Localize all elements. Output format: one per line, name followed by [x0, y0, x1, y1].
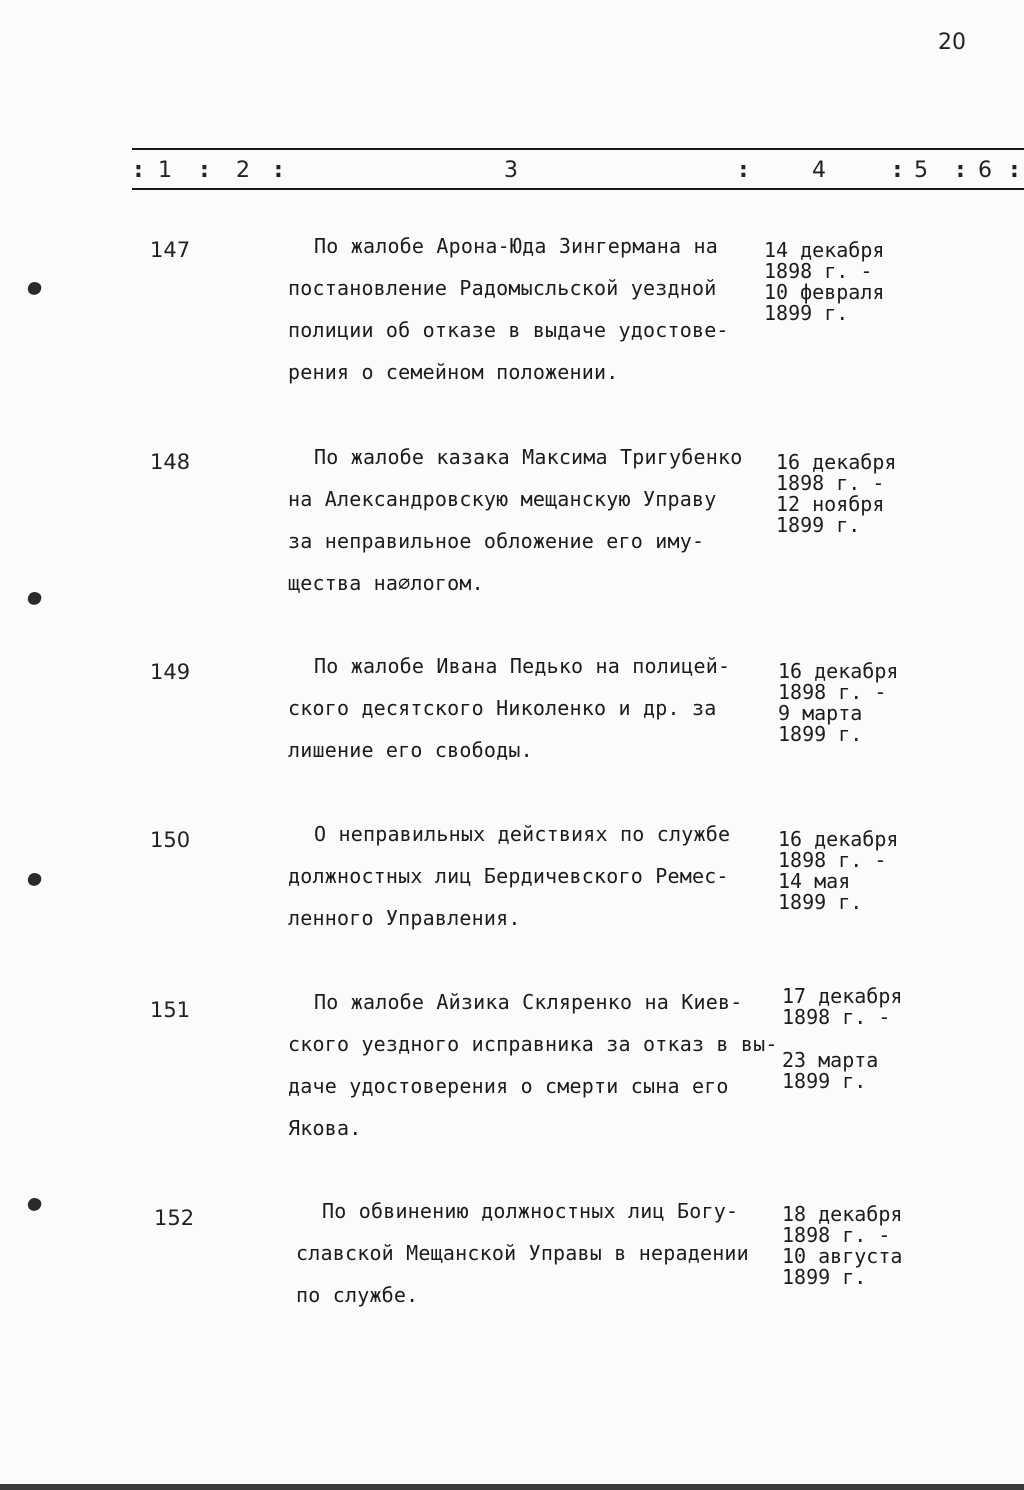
date-line: 17 декабря	[782, 984, 903, 1008]
column-separator: :	[134, 158, 143, 183]
date-line: 23 марта	[782, 1048, 879, 1072]
binding-hole-mark	[26, 590, 43, 607]
entry-title-line: славской Мещанской Управы в нерадении	[296, 1241, 749, 1265]
entry-title-line: на Александровскую мещанскую Управу	[288, 487, 717, 511]
entry-dates	[764, 240, 964, 324]
binding-hole-mark	[26, 871, 43, 888]
entry-title-line: полиции об отказе в выдаче удостове-	[288, 318, 729, 342]
entry-title-line: По обвинению должностных лиц Богу-	[322, 1199, 739, 1223]
column-header-5: 5	[914, 158, 928, 183]
column-separator: :	[1010, 158, 1019, 183]
entry-title	[288, 225, 774, 393]
date-line: 12 ноября	[776, 492, 885, 516]
entry-title-line: за неправильное обложение его иму-	[288, 529, 705, 553]
entry-title-line: щества на∅логом.	[288, 571, 484, 595]
entry-dates	[782, 1204, 982, 1288]
header-rule-bottom	[132, 188, 1024, 190]
entry-number: 148	[150, 450, 191, 474]
column-header-3: 3	[504, 158, 518, 183]
entry-title-line: О неправильных действиях по службе	[314, 822, 731, 846]
entry-title-line: должностных лиц Бердичевского Ремес-	[288, 864, 729, 888]
date-line: 14 мая	[778, 869, 851, 893]
entry-title-line: По жалобе казака Максима Тригубенко	[314, 445, 743, 469]
header-rule-top	[132, 148, 1024, 150]
entry-title	[288, 813, 774, 939]
date-line: 1899 г.	[778, 890, 863, 914]
entry-title-line: По жалобе Ивана Педько на полицей-	[314, 654, 731, 678]
date-line: 1899 г.	[782, 1265, 867, 1289]
date-line: 1898 г. -	[778, 680, 887, 704]
column-header-6: 6	[978, 158, 992, 183]
entry-title-line: ленного Управления.	[288, 906, 521, 930]
column-separator: :	[200, 158, 209, 183]
column-separator: :	[274, 158, 283, 183]
date-line: 10 августа	[782, 1244, 903, 1268]
entry-title	[296, 1190, 786, 1316]
entry-dates	[778, 829, 978, 913]
entry-dates	[776, 452, 976, 536]
entry-title-line: даче удостоверения о смерти сына его	[288, 1074, 729, 1098]
column-header-1: 1	[158, 158, 172, 183]
date-line: 16 декабря	[778, 659, 899, 683]
entry-title-line: ского уездного исправника за отказ в вы-	[288, 1032, 778, 1056]
entry-dates	[782, 986, 982, 1092]
column-header-4: 4	[812, 158, 826, 183]
column-separator: :	[739, 158, 748, 183]
date-line: 16 декабря	[776, 450, 897, 474]
page-number: 20	[938, 30, 966, 55]
entry-title-line: постановление Радомысльской уездной	[288, 276, 717, 300]
entry-number: 147	[150, 238, 191, 262]
date-line: 1898 г. -	[764, 259, 873, 283]
date-line: 1898 г. -	[782, 1005, 891, 1029]
column-separator: :	[893, 158, 902, 183]
entry-number: 151	[150, 998, 191, 1022]
entry-title	[288, 436, 774, 604]
date-line: 1898 г. -	[776, 471, 885, 495]
entry-title	[288, 645, 774, 771]
entry-title	[288, 981, 788, 1149]
binding-hole-mark	[26, 280, 43, 297]
column-separator: :	[956, 158, 965, 183]
date-line: 1899 г.	[782, 1069, 867, 1093]
entry-number: 149	[150, 660, 191, 684]
scan-bottom-edge	[0, 1484, 1024, 1490]
column-header-2: 2	[236, 158, 250, 183]
entry-title-line: По жалобе Арона-Юда Зингермана на	[314, 234, 718, 258]
date-line: 1899 г.	[776, 513, 861, 537]
entry-title-line: По жалобе Айзика Скляренко на Киев-	[314, 990, 743, 1014]
date-line: 1899 г.	[764, 301, 849, 325]
date-line: 16 декабря	[778, 827, 899, 851]
date-line: 9 марта	[778, 701, 863, 725]
entry-title-line: по службе.	[296, 1283, 419, 1307]
entry-title-line: рения о семейном положении.	[288, 360, 619, 384]
entry-title-line: лишение его свободы.	[288, 738, 533, 762]
entry-number: 150	[150, 828, 191, 852]
binding-hole-mark	[26, 1196, 43, 1213]
date-line: 18 декабря	[782, 1202, 903, 1226]
date-line: 1898 г. -	[782, 1223, 891, 1247]
date-line: 10 февраля	[764, 280, 885, 304]
date-line: 1899 г.	[778, 722, 863, 746]
entry-dates	[778, 661, 978, 745]
date-line: 14 декабря	[764, 238, 885, 262]
entry-title-line: ского десятского Николенко и др. за	[288, 696, 717, 720]
date-line: 1898 г. -	[778, 848, 887, 872]
entry-title-line: Якова.	[288, 1116, 362, 1140]
entry-number: 152	[154, 1206, 195, 1230]
